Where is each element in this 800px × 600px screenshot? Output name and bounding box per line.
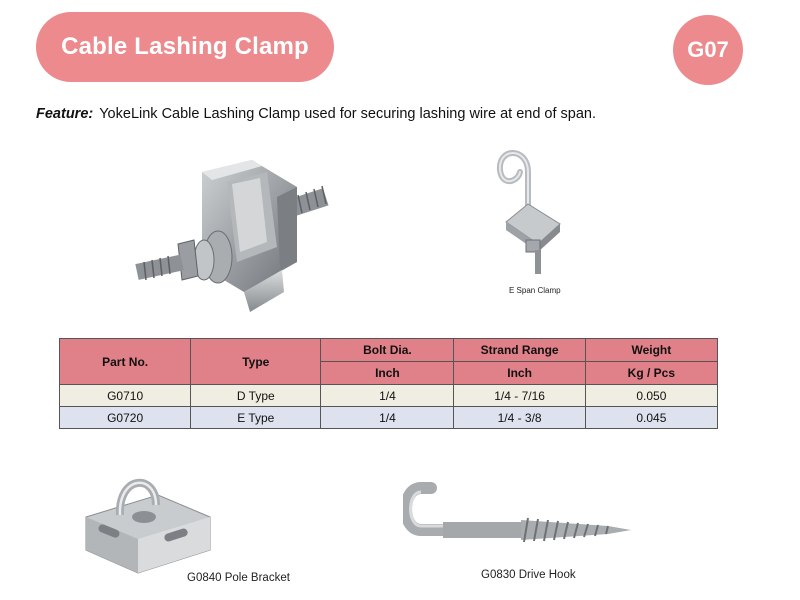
- title-banner: [36, 12, 334, 82]
- feature-text: YokeLink Cable Lashing Clamp used for securing lashing wire at end of span.: [99, 106, 597, 122]
- col-header-type: Type: [191, 339, 321, 385]
- unit-strand-range: Inch: [454, 362, 585, 385]
- page-title: Cable Lashing Clamp: [61, 33, 309, 60]
- cell-strand-range: 1/4 - 3/8: [454, 407, 585, 429]
- table-row: [60, 407, 718, 429]
- col-header-strand-range: Strand Range: [454, 339, 585, 362]
- cell-weight: 0.050: [585, 385, 717, 407]
- cell-type: D Type: [191, 385, 321, 407]
- cell-bolt-dia: 1/4: [321, 407, 454, 429]
- col-header-bolt-dia: Bolt Dia.: [321, 339, 454, 362]
- product-code-badge: G07: [673, 15, 743, 85]
- col-header-part-no: Part No.: [60, 339, 191, 385]
- cell-type: E Type: [191, 407, 321, 429]
- pole-bracket-image: [78, 465, 218, 580]
- feature-line: [36, 106, 596, 122]
- table-row: [60, 385, 718, 407]
- cell-part-no: G0710: [60, 385, 191, 407]
- unit-bolt-dia: Inch: [321, 362, 454, 385]
- col-header-weight: Weight: [585, 339, 717, 362]
- unit-weight: Kg / Pcs: [585, 362, 717, 385]
- drive-hook-image: [403, 468, 635, 550]
- d-type-clamp-image: [132, 152, 342, 317]
- table-header-row: [60, 339, 718, 362]
- cell-strand-range: 1/4 - 7/16: [454, 385, 585, 407]
- cell-part-no: G0720: [60, 407, 191, 429]
- feature-label: Feature:: [36, 106, 94, 122]
- drive-hook-caption: G0830 Drive Hook: [481, 569, 576, 581]
- e-span-clamp-caption: E Span Clamp: [509, 286, 561, 295]
- pole-bracket-caption: G0840 Pole Bracket: [187, 572, 290, 584]
- spec-table: [59, 338, 718, 429]
- cell-bolt-dia: 1/4: [321, 385, 454, 407]
- e-span-clamp-image: [488, 142, 578, 282]
- cell-weight: 0.045: [585, 407, 717, 429]
